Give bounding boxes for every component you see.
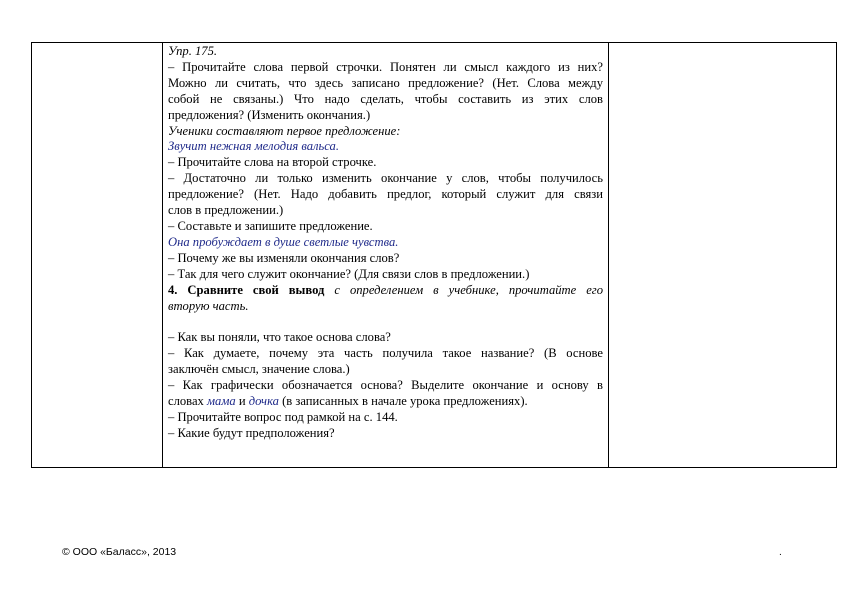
copyright-footer: © ООО «Баласс», 2013 — [62, 546, 177, 558]
question-text: и — [235, 393, 249, 408]
paragraph-line: слов в предложении.) — [168, 203, 284, 218]
paragraph-line: Можно ли считать, что здесь записано предложение? (Нет. Слова между — [168, 75, 603, 90]
main-content-cell — [163, 43, 609, 467]
example-sentence: Она пробуждает в душе светлые чувства. — [168, 234, 399, 249]
page-mark: . — [779, 547, 782, 558]
question-line: – Как графически обозначается основа? Выделите окончание и основу в — [168, 378, 603, 393]
question-line: – Как думаете, почему эта часть получила такое название? (В основе — [168, 346, 603, 361]
question-line — [168, 394, 603, 410]
exercise-number: Упр. 175. — [168, 44, 218, 58]
step-heading-italic: с определением в учебнике, прочитайте его — [324, 282, 604, 297]
paragraph-line: собой не связаны.) Что надо сделать, чтобы составить из этих слов — [168, 91, 603, 106]
paragraph-line: – Почему же вы изменяли окончания слов? — [168, 250, 400, 265]
paragraph-line: предложение? (Нет. Надо добавить предлог, который служит для связи — [168, 187, 603, 202]
paragraph-line: предложения? (Изменить окончания.) — [168, 107, 371, 122]
paragraph-line: – Достаточно ли только изменить окончание у слов, чтобы получилось — [168, 171, 603, 186]
paragraph-line: – Прочитайте слова на второй строчке. — [168, 155, 377, 170]
step-heading-bold: 4. Сравните свой вывод — [168, 282, 325, 297]
example-word: дочка — [248, 393, 279, 408]
example-sentence: Звучит нежная мелодия вальса. — [168, 139, 339, 154]
blank-line — [168, 314, 603, 330]
question-text: словах — [168, 393, 207, 408]
left-column-cell — [32, 43, 163, 467]
right-column-cell — [609, 43, 836, 467]
question-line: – Как вы поняли, что такое основа слова? — [168, 330, 391, 345]
paragraph-line: – Составьте и запишите предложение. — [168, 218, 373, 233]
paragraph-line: – Так для чего служит окончание? (Для связи слов в предложении.) — [168, 266, 530, 281]
example-word: мама — [207, 393, 236, 408]
question-line: заключён смысл, значение слова.) — [168, 362, 350, 377]
paragraph-line: – Прочитайте слова первой строчки. Понятен ли смысл каждого из них? — [168, 59, 603, 74]
lesson-table — [31, 42, 837, 468]
students-note: Ученики составляют первое предложение: — [168, 123, 401, 138]
step-heading — [168, 283, 603, 299]
step-heading-continued: вторую часть. — [168, 298, 249, 313]
question-line: – Прочитайте вопрос под рамкой на с. 144. — [168, 409, 398, 424]
question-line: – Какие будут предположения? — [168, 425, 335, 440]
question-text: (в записанных в начале урока предложениях). — [278, 393, 528, 408]
